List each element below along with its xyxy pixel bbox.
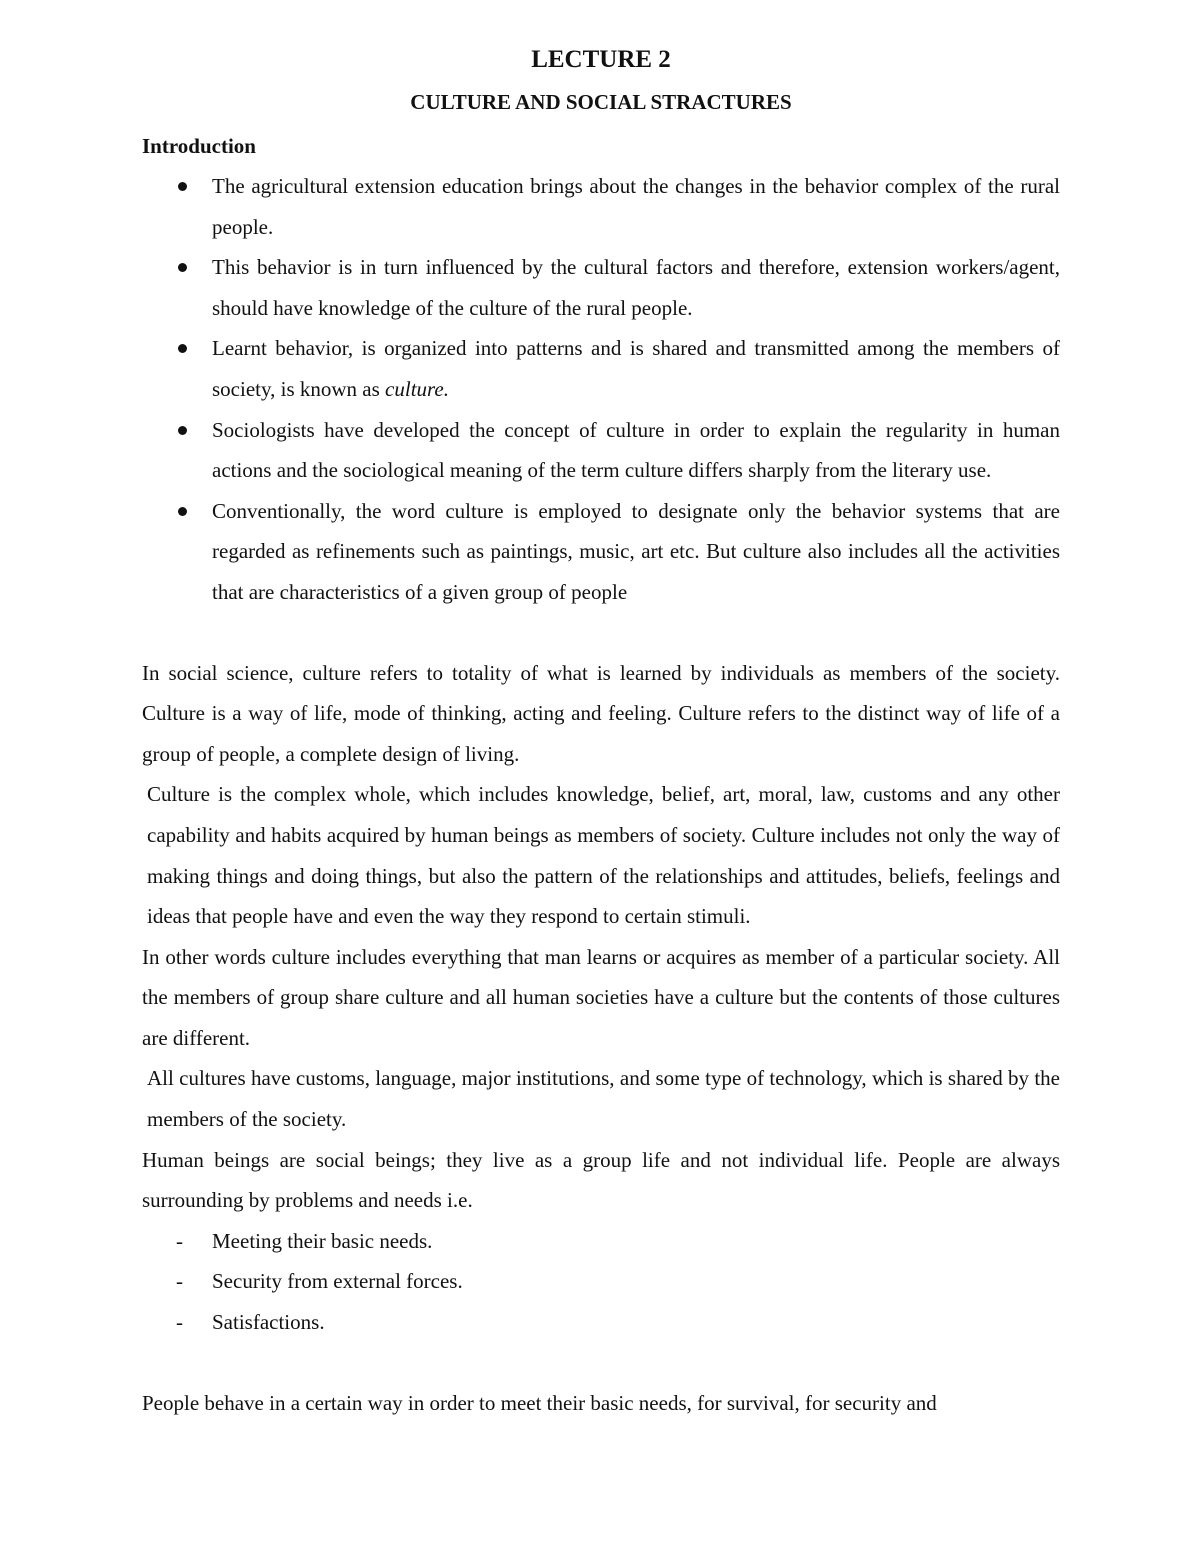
bullet-text: Sociologists have developed the concept of culture in order to explain the regularity in human actions and the sociological meaning of the term culture differs sharply from the literary use. <box>212 417 1060 483</box>
needs-item-text: Satisfactions. <box>212 1310 325 1335</box>
dash-icon: - <box>176 1269 183 1294</box>
dash-icon: - <box>176 1228 183 1253</box>
bullet-icon <box>178 263 187 272</box>
bullet-text: The agricultural extension education brings about the changes in the behavior complex of the rural people. <box>212 174 1060 239</box>
bullet-icon <box>178 344 187 353</box>
bullet-text: This behavior is in turn influenced by the cultural factors and therefore, extension workers/agent, should have knowledge of the culture of the rural people. <box>212 255 1060 320</box>
bullet-item <box>142 247 1060 328</box>
paragraph: In social science, culture refers to totality of what is learned by individuals as members of the society. Culture is a way of life, mode of thinking, acting and feeling. Culture refers to the distinct way of life of a group of people, a complete design of living. <box>142 660 1060 766</box>
needs-list <box>142 1221 1060 1343</box>
introduction-bullet-list <box>142 166 1060 613</box>
paragraph: All cultures have customs, language, major institutions, and some type of technology, which is shared by the members of the society. <box>147 1066 1060 1132</box>
paragraph: Human beings are social beings; they live as a group life and not individual life. People are always surrounding by problems and needs i.e. <box>142 1147 1060 1213</box>
bullet-item <box>142 491 1060 613</box>
bullet-text: Conventionally, the word culture is employed to designate only the behavior systems that are regarded as refinements such as paintings, music, art etc. But culture also includes all the activities that are characteristics of a given group of people <box>212 498 1060 604</box>
bullet-emphasis: culture. <box>385 376 450 401</box>
paragraph-spacer <box>142 1343 1060 1383</box>
needs-item-text: Meeting their basic needs. <box>212 1228 433 1253</box>
needs-item-text: Security from external forces. <box>212 1269 463 1294</box>
bullet-item <box>142 166 1060 247</box>
bullet-icon <box>178 507 187 516</box>
document-page <box>142 40 1060 1423</box>
bullet-item <box>142 328 1060 409</box>
paragraph: In other words culture includes everything that man learns or acquires as member of a particular society. All the members of group share culture and all human societies have a culture but the contents of those cultures are different. <box>142 944 1060 1050</box>
needs-list-item <box>142 1302 1060 1343</box>
bullet-item <box>142 410 1060 491</box>
bullet-icon <box>178 426 187 435</box>
section-heading-introduction: Introduction <box>142 134 256 158</box>
bullet-icon <box>178 182 187 191</box>
paragraph-spacer <box>142 613 1060 653</box>
lecture-title: LECTURE 2 <box>531 46 671 73</box>
needs-list-item <box>142 1261 1060 1302</box>
dash-icon: - <box>176 1310 183 1335</box>
needs-list-item <box>142 1221 1060 1262</box>
lecture-subtitle: CULTURE AND SOCIAL STRACTURES <box>410 90 792 114</box>
bullet-text: Learnt behavior, is organized into patterns and is shared and transmitted among the members of society, is known as <box>212 336 1060 401</box>
paragraph: Culture is the complex whole, which includes knowledge, belief, art, moral, law, customs and any other capability and habits acquired by human beings as members of society. Culture includes not only the way of making things and doing things, but also the pattern of the relationships and attitudes, beliefs, feelings and ideas that people have and even the way they respond to certain stimuli. <box>147 782 1060 929</box>
closing-paragraph: People behave in a certain way in order to meet their basic needs, for survival, for security and <box>142 1390 937 1415</box>
